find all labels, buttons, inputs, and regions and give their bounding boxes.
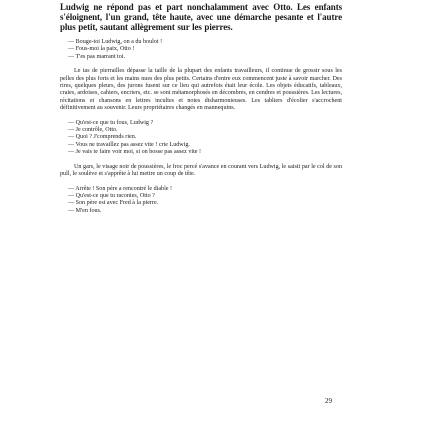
dialogue-block-3 [60, 186, 342, 216]
dialogue-block-2 [60, 120, 342, 157]
dialogue-line: — Arrête ! Son père a rencontré le diable ! [68, 185, 173, 192]
page-number: 29 [325, 397, 332, 405]
book-page [60, 0, 342, 433]
dialogue-line: — Son père est avec Fred à la pierre. [68, 200, 159, 207]
dialogue-line: — T'es pas marrant toi. [68, 53, 126, 60]
dialogue-block-1 [60, 39, 342, 61]
dialogue-line: — Qu'est-ce que tu racontes, Otto ? [68, 192, 155, 199]
dialogue-line: — Bouge-toi Ludwig, on a du boulot ! [68, 39, 163, 45]
dialogue-line: — Qu'est-ce que tu fous, Ludwig ? [68, 119, 154, 126]
narrative-paragraph-schoolyard: Le tas de pierrailles dépasse la taille de la plupart des enfants travailleurs, il continue de grossir sous les pelles des plus forts et les mains nues des plus petits. Certains d'entre eux commencent juste à savoir marcher. Des rires, quelques pleurs, des jurons fusent sur ce lieu qui autrefois était leur école. Les objets éducatifs, tableaux, craies, ardoises, cahiers, encriers, etc. se sont métamorphosés en décombres, en cendres et poussières. Les lectures, récitations et chansons en lettres incultes et notes disharmonieuses. Les tabliers d'écolier s'accrochent définitivement au souvenir. Leurs propriétaires changés en mannequins. [60, 68, 342, 112]
dialogue-line: — Quoi ? J'comprends rien. [68, 134, 137, 141]
dialogue-line: — Fous-moi la paix, Otto ! [68, 46, 135, 53]
narrative-paragraph-fight: Un gars, le visage noir de poussières, le froc percé s'avance en courant vers Ludwig, le saisit par le col de son pull, le soulève et s'apprête à lui mettre un coup de tête. [60, 163, 342, 178]
dialogue-line: — Je contrôle, Otto. [68, 127, 118, 134]
dialogue-line: — Vous ne travaillez pas assez vite ! crie Ludwig. [68, 141, 190, 148]
dialogue-line: — M'en fous. [68, 207, 102, 214]
opening-paragraph: Ludwig ne répond pas et part nonchalamment avec Otto. Les enfants s'éloignent, l'un grand, tête haute, avec une démarche pesante et l'autre plus petit, sautant allègrement sur les pierres. [60, 2, 342, 32]
dialogue-line: — Je vais te faire voir moi, si on bosse pas assez vite ! [68, 149, 202, 156]
